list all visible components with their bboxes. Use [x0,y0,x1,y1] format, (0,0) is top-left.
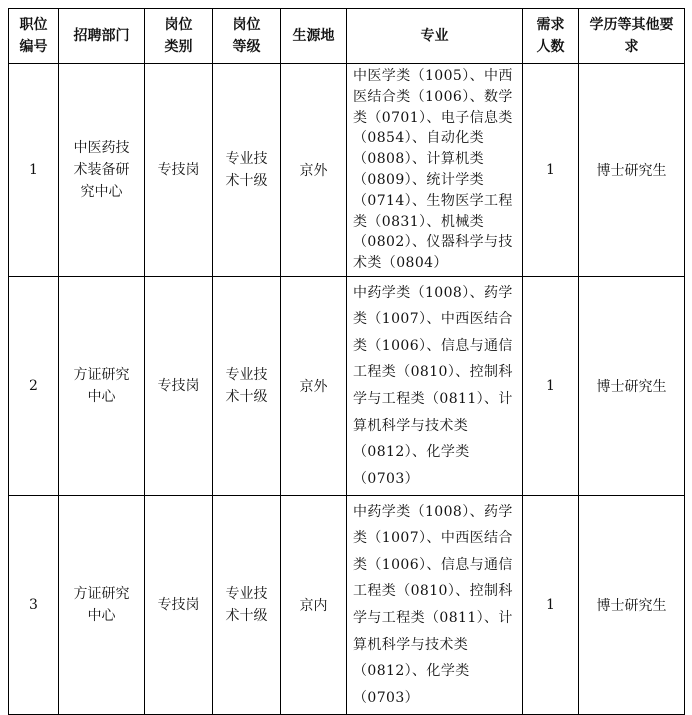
cell-category: 专技岗 [145,276,213,495]
cell-position-id: 3 [9,495,59,714]
cell-origin: 京内 [281,495,347,714]
cell-major: 中药学类（1008）、药学类（1007）、中西医结合类（1006）、信息与通信工程类（0810）、控制科学与工程类（0811）、计算机科学与技术类（0812）、化学类（0703） [347,495,523,714]
table-row [9,64,685,277]
header-category: 岗位类别 [145,9,213,64]
cell-department: 方证研究中心 [59,495,145,714]
header-position-id: 职位编号 [9,9,59,64]
cell-count: 1 [523,64,579,277]
header-count: 需求人数 [523,9,579,64]
recruitment-table [8,8,685,715]
header-origin: 生源地 [281,9,347,64]
cell-origin: 京外 [281,276,347,495]
table-row [9,276,685,495]
cell-count: 1 [523,276,579,495]
cell-major: 中药学类（1008）、药学类（1007）、中西医结合类（1006）、信息与通信工程类（0810）、控制科学与工程类（0811）、计算机科学与技术类（0812）、化学类（0703） [347,276,523,495]
cell-department: 中医药技术装备研究中心 [59,64,145,277]
header-department: 招聘部门 [59,9,145,64]
header-education: 学历等其他要求 [579,9,685,64]
cell-department: 方证研究中心 [59,276,145,495]
cell-level: 专业技术十级 [213,64,281,277]
table-header-row [9,9,685,64]
cell-education: 博士研究生 [579,64,685,277]
cell-origin: 京外 [281,64,347,277]
cell-major: 中医学类（1005）、中西医结合类（1006）、数学类（0701）、电子信息类（0854）、自动化类（0808）、计算机类（0809）、统计学类（0714）、生物医学工程类（0831）、机械类（0802）、仪器科学与技术类（0804） [347,64,523,277]
cell-education: 博士研究生 [579,276,685,495]
cell-position-id: 1 [9,64,59,277]
cell-category: 专技岗 [145,64,213,277]
table-row [9,495,685,714]
cell-count: 1 [523,495,579,714]
cell-category: 专技岗 [145,495,213,714]
cell-level: 专业技术十级 [213,276,281,495]
cell-education: 博士研究生 [579,495,685,714]
header-level: 岗位等级 [213,9,281,64]
cell-position-id: 2 [9,276,59,495]
cell-level: 专业技术十级 [213,495,281,714]
header-major: 专业 [347,9,523,64]
